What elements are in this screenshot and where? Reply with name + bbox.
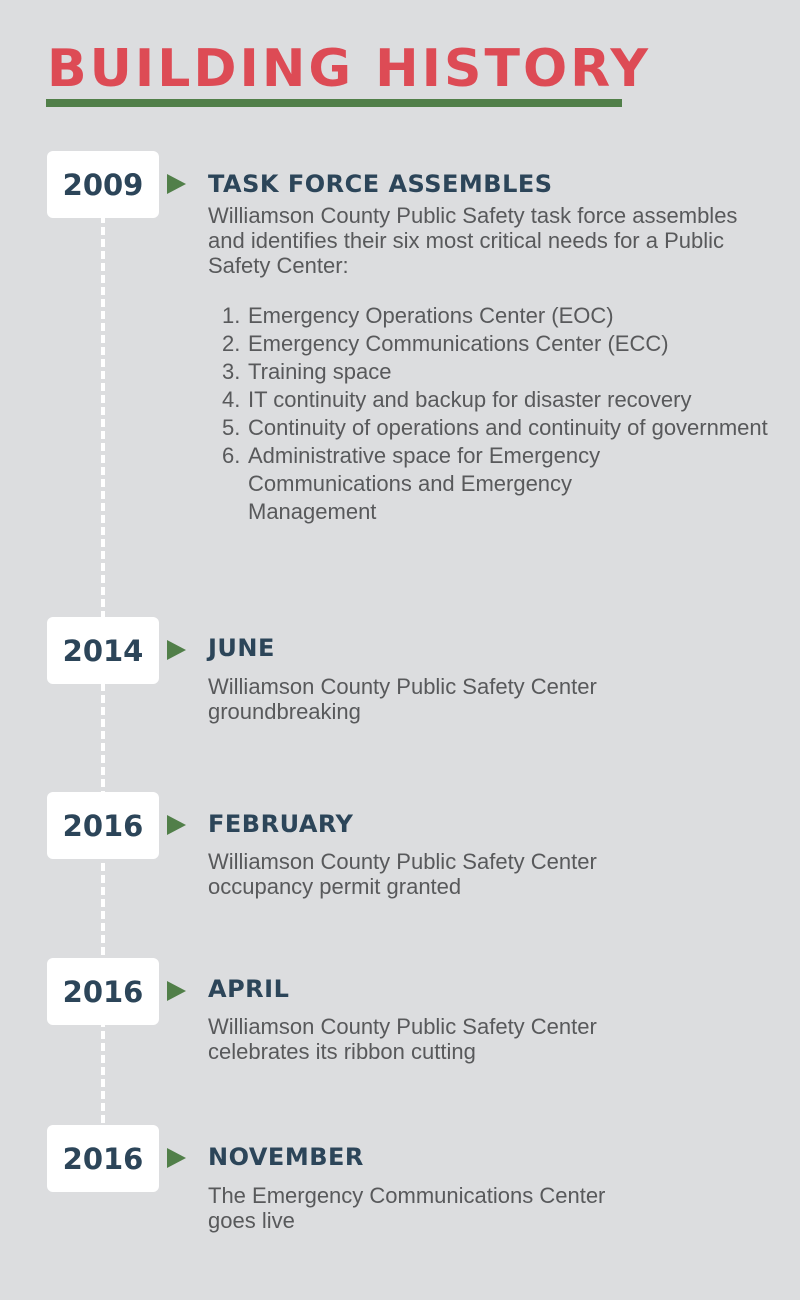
arrow-right-icon	[167, 640, 186, 660]
event-heading: NOVEMBER	[208, 1143, 364, 1171]
needs-list	[222, 302, 788, 526]
arrow-right-icon	[167, 1148, 186, 1168]
list-item: 2. Emergency Communications Center (ECC)	[222, 331, 669, 356]
event-description: The Emergency Communications Center goes live	[208, 1183, 606, 1233]
title-underline	[46, 99, 622, 107]
event-description: Williamson County Public Safety Center occupancy permit granted	[208, 849, 597, 899]
year-badge: 2014	[47, 617, 159, 684]
list-item: 3. Training space	[222, 359, 392, 384]
year-badge: 2016	[47, 958, 159, 1025]
list-item: 4. IT continuity and backup for disaster recovery	[222, 387, 692, 412]
year-badge: 2009	[47, 151, 159, 218]
page-title: BUILDING HISTORY	[47, 39, 652, 99]
event-heading: FEBRUARY	[208, 810, 354, 838]
event-description: Williamson County Public Safety Center celebrates its ribbon cutting	[208, 1014, 597, 1064]
event-description: Williamson County Public Safety Center groundbreaking	[208, 674, 597, 724]
list-item: 5. Continuity of operations and continuity of government	[222, 415, 768, 440]
year-badge: 2016	[47, 1125, 159, 1192]
arrow-right-icon	[167, 174, 186, 194]
list-item: 1. Emergency Operations Center (EOC)	[222, 303, 614, 328]
arrow-right-icon	[167, 815, 186, 835]
event-heading: JUNE	[208, 634, 275, 662]
event-heading: APRIL	[208, 975, 290, 1003]
event-heading: TASK FORCE ASSEMBLES	[208, 170, 553, 198]
year-badge: 2016	[47, 792, 159, 859]
arrow-right-icon	[167, 981, 186, 1001]
list-item: 6. Administrative space for Emergency Communications and Emergency Management	[222, 443, 601, 524]
event-description: Williamson County Public Safety task force assembles and identifies their six most critical needs for a Public Safety Center:	[208, 203, 738, 278]
